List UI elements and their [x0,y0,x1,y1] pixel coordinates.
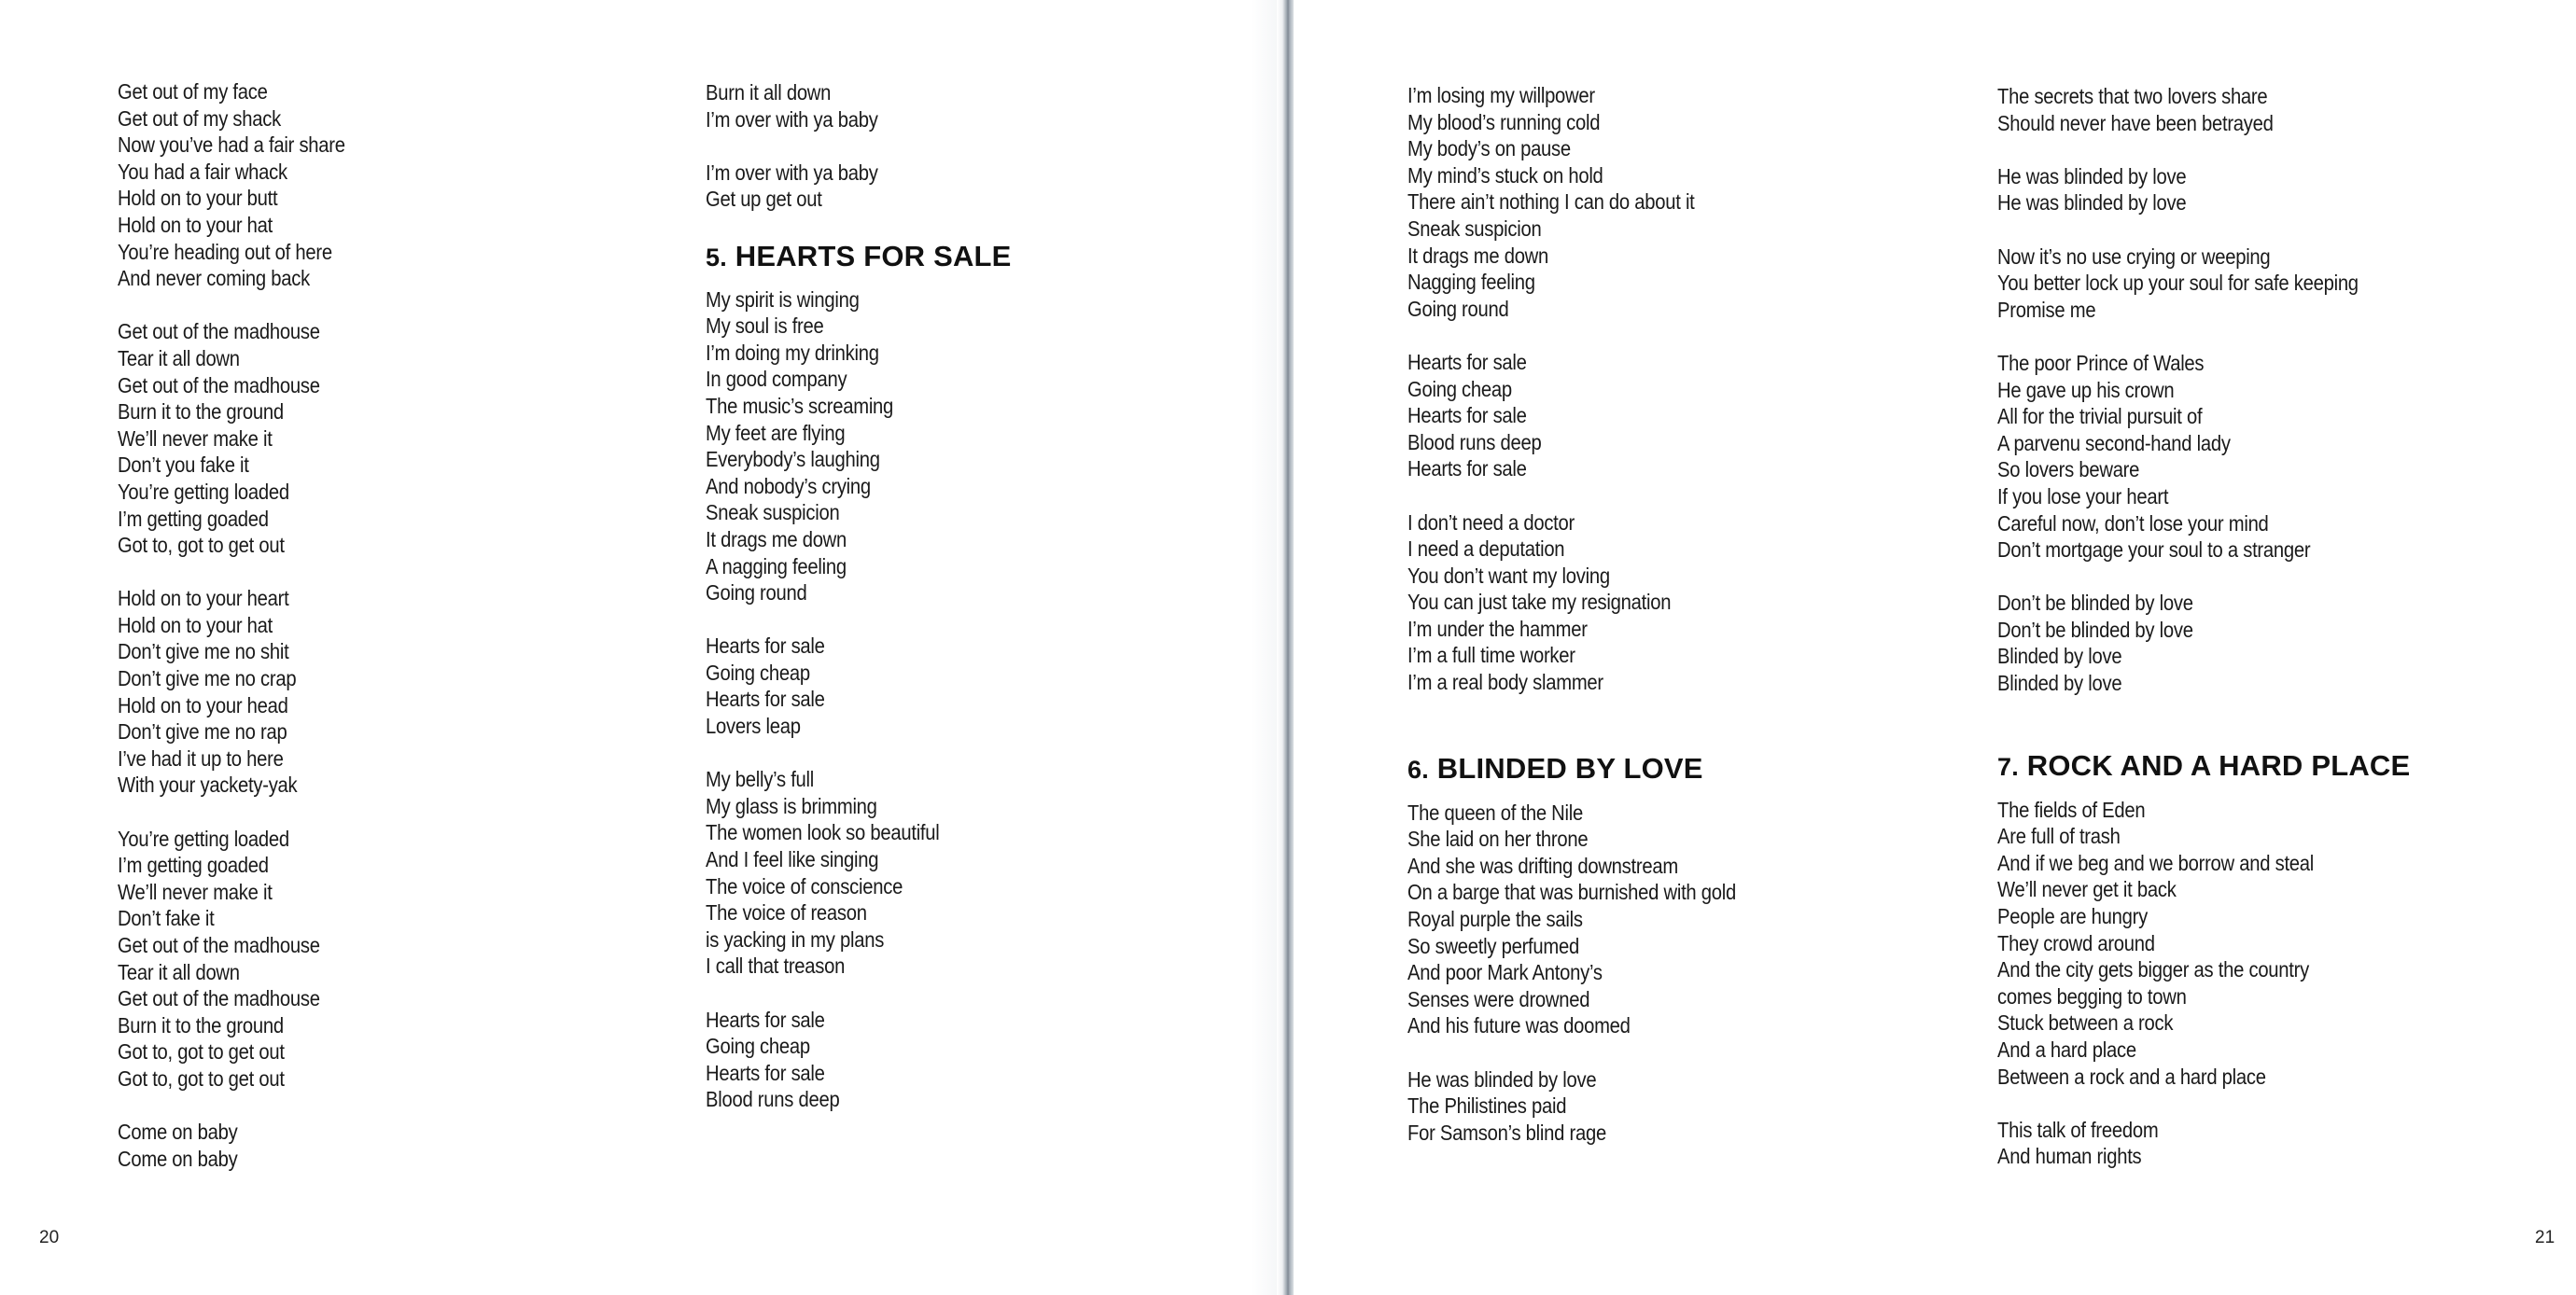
lyric-line: Going cheap [706,1034,810,1059]
verse [1407,509,1781,696]
lyric-line: I’m under the hammer [1407,616,1588,641]
lyric-line: They crowd around [1997,930,2155,955]
lyric-line: I’m a full time worker [1407,643,1575,668]
song-title-rock-and-a-hard-place [1997,749,2410,784]
lyric-line: Hold on to your heart [118,586,289,611]
lyric-line: I call that treason [706,954,846,979]
lyric-line: My soul is free [706,313,824,339]
lyric-line: I’m over with ya baby [706,106,878,132]
lyric-line: Going cheap [706,660,810,685]
lyric-line: Hold on to your hat [118,612,273,637]
verse [1407,1066,1781,1147]
lyric-line: I need a deputation [1407,536,1565,562]
lyric-line: Get out of the madhouse [118,319,320,344]
verse [1407,800,1781,1039]
lyric-line: Stuck between a rock [1997,1010,2174,1036]
lyrics-column-3 [1407,82,1781,1173]
lyric-line: I’m getting goaded [118,506,269,531]
lyric-line: Got to, got to get out [118,533,285,558]
verse [118,1119,376,1172]
lyric-line: My mind’s stuck on hold [1407,162,1603,188]
lyric-line: is yacking in my plans [706,926,885,952]
lyric-line: Hearts for sale [706,687,825,712]
lyric-line: Come on baby [118,1120,238,1145]
lyric-line: The voice of conscience [706,873,903,898]
lyric-line: The Philistines paid [1407,1093,1567,1119]
lyric-line: My blood’s running cold [1407,109,1601,134]
lyric-line: Hearts for sale [1407,403,1527,428]
lyric-line: I’m a real body slammer [1407,670,1603,695]
lyric-line: Don’t fake it [118,906,215,931]
lyric-line: Everybody’s laughing [706,447,880,472]
song-title-text: ROCK AND A HARD PLACE [2026,748,2411,782]
lyric-line: Careful now, don’t lose your mind [1997,510,2269,536]
lyric-line: Going round [706,580,807,606]
lyric-line: We’ll never make it [118,425,273,451]
lyric-line: Blinded by love [1997,644,2122,669]
lyric-line: I’m doing my drinking [706,340,879,365]
lyrics-column-2 [706,79,1012,1140]
lyric-line: Hearts for sale [706,634,825,659]
verse [1997,590,2410,696]
lyric-line: Hold on to your butt [118,186,278,211]
song-title-text: BLINDED BY LOVE [1436,751,1703,785]
song-title-blinded-by-love [1407,752,1781,787]
verse [118,826,376,1093]
lyric-line: Hearts for sale [706,1060,825,1085]
verse [1997,244,2410,324]
lyric-line: Blood runs deep [1407,429,1542,454]
lyric-line: He was blinded by love [1997,163,2187,188]
lyric-line: The fields of Eden [1997,797,2146,822]
lyric-line: Don’t be blinded by love [1997,617,2193,642]
verse [118,585,376,799]
lyric-line: Get out of my face [118,79,268,104]
lyric-line: You’re getting loaded [118,826,289,851]
lyric-line: A nagging feeling [706,553,847,578]
lyric-line: Royal purple the sails [1407,907,1583,932]
verse [1997,163,2410,216]
lyric-line: Tear it all down [118,345,240,370]
lyric-line: I don’t need a doctor [1407,509,1575,535]
lyric-line: Between a rock and a hard place [1997,1064,2266,1089]
right-page [1294,0,2576,1295]
lyric-line: Now it’s no use crying or weeping [1997,244,2271,269]
lyric-line: My spirit is winging [706,286,860,312]
verse [1997,350,2410,564]
lyric-line: Get up get out [706,187,822,212]
lyric-line: There ain’t nothing I can do about it [1407,189,1695,215]
lyric-line: And a hard place [1997,1037,2136,1062]
lyric-line: The queen of the Nile [1407,800,1584,825]
lyric-line: You better lock up your soul for safe keeping [1997,271,2359,296]
verse [706,1007,1012,1113]
verse [706,79,1012,132]
lyric-line: Blinded by love [1997,671,2122,696]
verse [1997,1117,2410,1170]
lyric-line: And poor Mark Antony’s [1407,960,1603,985]
lyric-line: Blood runs deep [706,1087,840,1112]
lyric-line: The secrets that two lovers share [1997,84,2268,108]
page-number-left: 20 [39,1228,60,1247]
lyric-line: Sneak suspicion [1407,216,1542,241]
verse [118,78,376,292]
lyric-line: The poor Prince of Wales [1997,350,2205,375]
lyric-line: You can just take my resignation [1407,590,1672,615]
lyric-line: Promise me [1997,297,2096,322]
lyrics-column-1 [118,78,376,1199]
song-number: 6. [1407,755,1429,784]
verse [1997,83,2410,136]
lyric-line: He gave up his crown [1997,377,2175,402]
verse [706,286,1012,606]
lyric-line: Got to, got to get out [118,1065,285,1091]
lyric-line: Hold on to your head [118,692,288,717]
lyric-line: And I feel like singing [706,847,879,872]
song-title-text: HEARTS FOR SALE [735,239,1012,272]
verse [1407,349,1781,482]
lyric-line: And she was drifting downstream [1407,853,1678,878]
lyric-line: I’m getting goaded [118,853,269,878]
lyric-line: comes begging to town [1997,983,2187,1009]
lyric-line: Tear it all down [118,959,240,984]
lyric-line: In good company [706,367,847,392]
lyric-line: You had a fair whack [118,159,287,184]
lyric-line: We’ll never make it [118,879,273,904]
lyric-line: And if we beg and we borrow and steal [1997,850,2315,875]
lyric-line: You’re getting loaded [118,479,289,504]
lyric-line: And nobody’s crying [706,473,871,498]
lyric-line: You’re heading out of here [118,239,332,264]
lyric-line: All for the trivial pursuit of [1997,404,2203,429]
lyric-line: Don’t give me no rap [118,719,287,745]
lyric-line: She laid on her throne [1407,827,1589,852]
lyric-line: If you lose your heart [1997,483,2169,508]
lyric-line: Come on baby [118,1146,238,1171]
lyric-line: Going round [1407,296,1509,321]
lyric-line: Don’t you fake it [118,453,249,478]
lyric-line: Now you’ve had a fair share [118,132,345,158]
lyric-line: Hearts for sale [1407,456,1527,481]
page-number-right: 21 [2535,1228,2555,1247]
lyric-line: It drags me down [706,526,847,551]
lyric-line: And the city gets bigger as the country [1997,957,2309,982]
verse [706,160,1012,213]
lyric-line: Nagging feeling [1407,270,1535,295]
lyric-line: People are hungry [1997,904,2148,929]
song-number: 7. [1997,752,2019,781]
lyric-line: And human rights [1997,1144,2142,1169]
lyric-line: The music’s screaming [706,393,894,418]
lyric-line: It drags me down [1407,243,1549,268]
lyrics-column-4 [1997,83,2410,1197]
lyric-line: Don’t give me no crap [118,666,297,691]
lyric-line: Should never have been betrayed [1997,110,2274,135]
lyric-line: With your yackety-yak [118,773,298,798]
lyric-line: Get out of the madhouse [118,986,320,1011]
lyric-line: Lovers leap [706,714,801,739]
lyric-line: So lovers beware [1997,457,2140,482]
lyric-line: I’ve had it up to here [118,745,284,771]
lyric-line: Hold on to your hat [118,212,273,237]
lyric-line: And never coming back [118,266,310,291]
lyric-line: Don’t mortgage your soul to a stranger [1997,537,2311,563]
song-number: 5. [706,243,727,272]
lyric-line: My feet are flying [706,420,846,445]
lyric-line: For Samson’s blind rage [1407,1120,1606,1145]
lyric-line: Hearts for sale [706,1007,825,1032]
lyric-line: Don’t be blinded by love [1997,591,2193,616]
verse [1407,82,1781,322]
verse [706,766,1012,980]
verse [1997,797,2410,1091]
lyric-line: He was blinded by love [1997,190,2187,216]
lyric-line: My belly’s full [706,767,815,792]
lyric-line: You don’t want my loving [1407,563,1610,588]
lyric-line: My body’s on pause [1407,136,1571,161]
lyric-line: He was blinded by love [1407,1066,1597,1092]
lyric-line: The voice of reason [706,900,867,926]
verse [706,633,1012,739]
song-title-hearts-for-sale [706,240,1012,274]
lyric-line: Hearts for sale [1407,349,1527,374]
left-page [0,0,1282,1295]
lyric-line: The women look so beautiful [706,820,940,845]
lyric-line: Don’t give me no shit [118,639,289,664]
lyric-line: My glass is brimming [706,793,877,818]
lyric-line: On a barge that was burnished with gold [1407,880,1736,905]
lyric-line: This talk of freedom [1997,1117,2159,1142]
lyric-line: Get out of the madhouse [118,372,320,397]
lyric-line: I’m losing my willpower [1407,83,1595,107]
lyric-line: I’m over with ya baby [706,160,878,185]
lyric-line: Burn it to the ground [118,1012,284,1037]
lyric-line: Get out of the madhouse [118,933,320,957]
lyric-line: And his future was doomed [1407,1013,1631,1038]
lyric-line: Sneak suspicion [706,500,840,525]
lyric-line: Burn it all down [706,80,832,104]
lyric-line: We’ll never get it back [1997,877,2177,902]
lyric-line: Senses were drowned [1407,986,1590,1011]
lyric-line: A parvenu second-hand lady [1997,430,2231,455]
lyric-line: Got to, got to get out [118,1039,285,1065]
lyric-line: So sweetly perfumed [1407,933,1579,958]
lyric-line: Are full of trash [1997,824,2121,849]
verse [118,318,376,558]
lyric-line: Burn it to the ground [118,399,284,425]
lyric-line: Going cheap [1407,376,1512,401]
lyric-line: Get out of my shack [118,105,281,131]
